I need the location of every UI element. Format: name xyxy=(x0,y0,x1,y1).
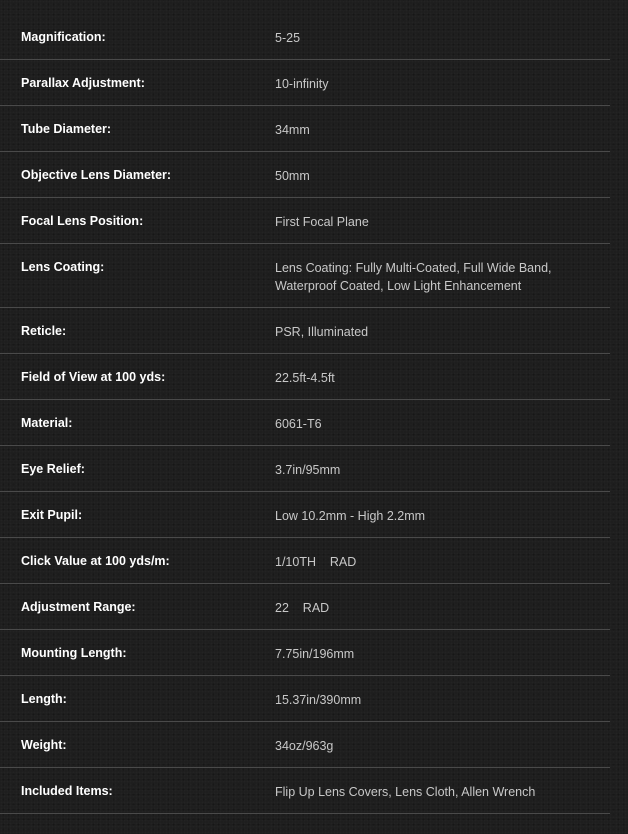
spec-value: 1/10TH RAD xyxy=(275,555,357,569)
spec-label: Lens Coating: xyxy=(21,260,105,274)
spec-row-length xyxy=(0,676,610,722)
spec-label: Adjustment Range: xyxy=(21,600,136,614)
spec-value: 6061-T6 xyxy=(275,417,322,431)
spec-row-magnification xyxy=(0,14,610,60)
spec-value: Lens Coating: Fully Multi-Coated, Full Wide Band, Waterproof Coated, Low Light Enhancement xyxy=(275,261,552,293)
spec-label: Weight: xyxy=(21,738,67,752)
spec-row-parallax-adjustment xyxy=(0,60,610,106)
spec-row-lens-coating xyxy=(0,244,610,308)
spec-value: 5-25 xyxy=(275,31,301,45)
spec-table xyxy=(0,14,610,814)
spec-label: Focal Lens Position: xyxy=(21,214,144,228)
spec-row-reticle xyxy=(0,308,610,354)
spec-label: Mounting Length: xyxy=(21,646,127,660)
spec-label: Click Value at 100 yds/m: xyxy=(21,554,170,568)
spec-label: Material: xyxy=(21,416,73,430)
spec-label: Exit Pupil: xyxy=(21,508,83,522)
spec-row-included-items xyxy=(0,768,610,814)
spec-row-focal-lens-position xyxy=(0,198,610,244)
spec-row-material xyxy=(0,400,610,446)
spec-value: 34mm xyxy=(275,123,310,137)
spec-value: Low 10.2mm - High 2.2mm xyxy=(275,509,426,523)
spec-row-adjustment-range xyxy=(0,584,610,630)
spec-row-tube-diameter xyxy=(0,106,610,152)
spec-value: 3.7in/95mm xyxy=(275,463,341,477)
spec-label: Included Items: xyxy=(21,784,113,798)
spec-label: Objective Lens Diameter: xyxy=(21,168,172,182)
spec-row-objective-lens-diameter xyxy=(0,152,610,198)
spec-value: 7.75in/196mm xyxy=(275,647,355,661)
spec-label: Magnification: xyxy=(21,30,106,44)
spec-label: Eye Relief: xyxy=(21,462,85,476)
spec-value: 10-infinity xyxy=(275,77,329,91)
spec-row-field-of-view xyxy=(0,354,610,400)
spec-row-mounting-length xyxy=(0,630,610,676)
spec-value: 22.5ft-4.5ft xyxy=(275,371,335,385)
spec-value: First Focal Plane xyxy=(275,215,369,229)
spec-label: Tube Diameter: xyxy=(21,122,112,136)
spec-value: PSR, Illuminated xyxy=(275,325,369,339)
spec-value: 34oz/963g xyxy=(275,739,334,753)
spec-value: Flip Up Lens Covers, Lens Cloth, Allen Wrench xyxy=(275,785,536,799)
spec-value: 50mm xyxy=(275,169,310,183)
spec-row-click-value xyxy=(0,538,610,584)
spec-label: Reticle: xyxy=(21,324,67,338)
spec-value: 22 RAD xyxy=(275,601,330,615)
spec-label: Field of View at 100 yds: xyxy=(21,370,166,384)
spec-row-eye-relief xyxy=(0,446,610,492)
spec-row-weight xyxy=(0,722,610,768)
spec-value: 15.37in/390mm xyxy=(275,693,362,707)
spec-label: Length: xyxy=(21,692,67,706)
spec-label: Parallax Adjustment: xyxy=(21,76,145,90)
spec-row-exit-pupil xyxy=(0,492,610,538)
